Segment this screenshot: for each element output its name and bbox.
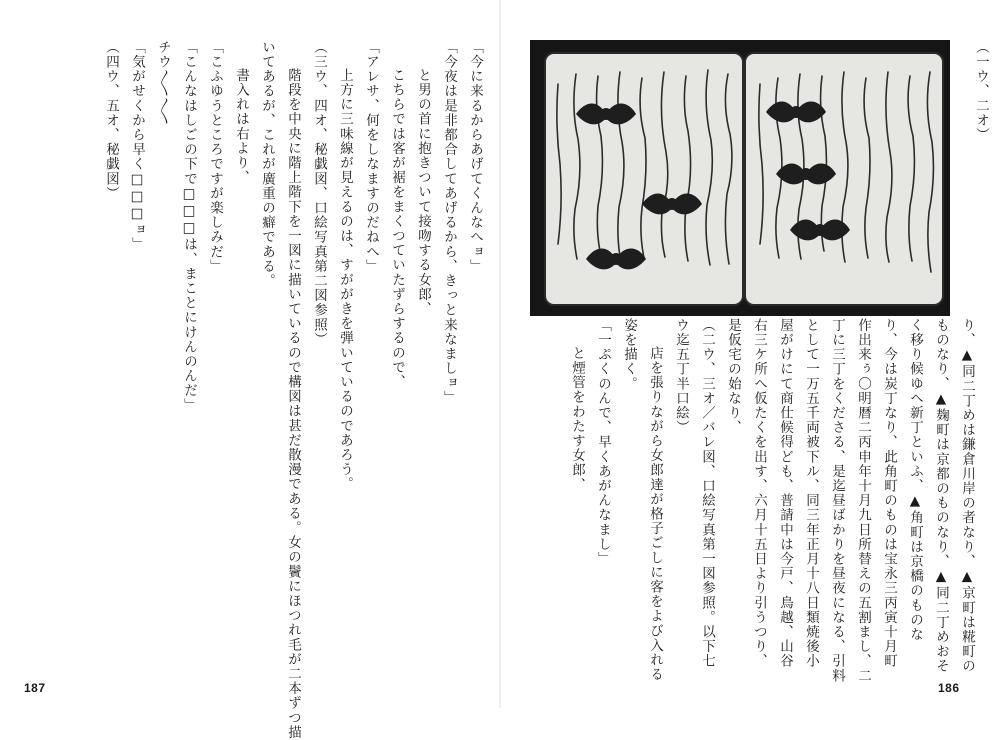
text-line: 「今に来るからあげてくんなへョ」 xyxy=(467,40,483,274)
text-line: こちらでは客が裾をまくつていたずらするので、 xyxy=(389,68,405,390)
section-heading: （二ウ、三オ／バレ図、口絵写真第一図参照。以下七 xyxy=(699,318,715,669)
text-line: 店を張りながら女郎達が格子ごしに客をよび入れる xyxy=(647,346,663,682)
section-heading: （一ウ、二オ） xyxy=(973,40,989,143)
text-line: チウ〳〵〳〵 xyxy=(155,40,171,126)
text-line: 「こふゆうところですが楽しみだ」 xyxy=(207,40,223,274)
text-line: 屋がけにて商仕候得ども、普請中は今戸、鳥越、山谷 xyxy=(777,318,793,669)
text-line: り、今は炭丁なり、此角町のものは宝永三丙寅十月町 xyxy=(881,318,897,669)
text-line: 是仮宅の始なり、 xyxy=(725,318,741,435)
print-panel-right xyxy=(744,52,944,306)
right-page-text xyxy=(564,318,980,683)
woodblock-print-image xyxy=(530,40,950,316)
text-line: 上方に三味線が見えるのは、すががきを弾いているのであろう。 xyxy=(337,68,353,492)
print-panel-left xyxy=(544,52,744,306)
text-line: 「気がせくから早く□□□ョ」 xyxy=(129,40,145,252)
page-number: 187 xyxy=(24,681,46,695)
text-line: 作出来ぅ〇明暦二丙申年十月九日所替えの五割まし、二 xyxy=(855,318,871,683)
text-line: として一万五千両被下ル、同三年正月十八日類焼後小 xyxy=(803,318,819,669)
figure-caption xyxy=(968,40,994,160)
text-line: 書入れは右より、 xyxy=(233,68,249,185)
text-line: く移り候ゆへ新丁といふ、▲角町は京橋のものな xyxy=(907,318,923,642)
text-line: 「今夜は是非都合してあげるから、きっと来なましョ」 xyxy=(441,40,457,405)
text-line: と男の首に抱きついて接吻する女郎、 xyxy=(415,68,431,317)
text-line: り、▲同二丁めは鎌倉川岸の者なり、▲京町は糀町の xyxy=(959,318,975,674)
text-line: ものなり、▲麹町は京都のものなり、▲同二丁めおそ xyxy=(933,318,949,674)
text-line: 「アレサ、何をしなますのだねへ」 xyxy=(363,40,379,274)
section-heading: （三ウ、四オ、秘戯図、口絵写真第二図参照） xyxy=(311,40,327,347)
section-heading: （四ウ、五オ、秘戯図） xyxy=(103,40,119,201)
text-line: 姿を描く。 xyxy=(621,318,637,391)
text-line: 「一ぷくのんで、早くあがんなまし」 xyxy=(595,318,611,567)
text-line: いてあるが、これが廣重の癖である。 xyxy=(259,40,275,289)
page-number: 186 xyxy=(938,681,960,695)
text-line: 階段を中央に階上階下を一図に描いているので構図は甚だ散漫である。女の鬢にほつれ毛が二本ずつ描 xyxy=(285,68,301,740)
text-line: と煙管をわたす女郎、 xyxy=(569,346,585,492)
text-line: 「こんなはしごの下で□□□は、まことにけんのんだ」 xyxy=(181,40,197,413)
text-line: 右三ケ所へ仮たくを出す、六月十五日より引うつり、 xyxy=(751,318,767,669)
left-page-text xyxy=(98,40,488,740)
text-line: 丁に三丁をくださる、是迄昼ばかりを昼夜になる、引料 xyxy=(829,318,845,683)
right-page xyxy=(500,0,1000,708)
text-line: ウ迄五丁半口絵） xyxy=(673,318,689,435)
